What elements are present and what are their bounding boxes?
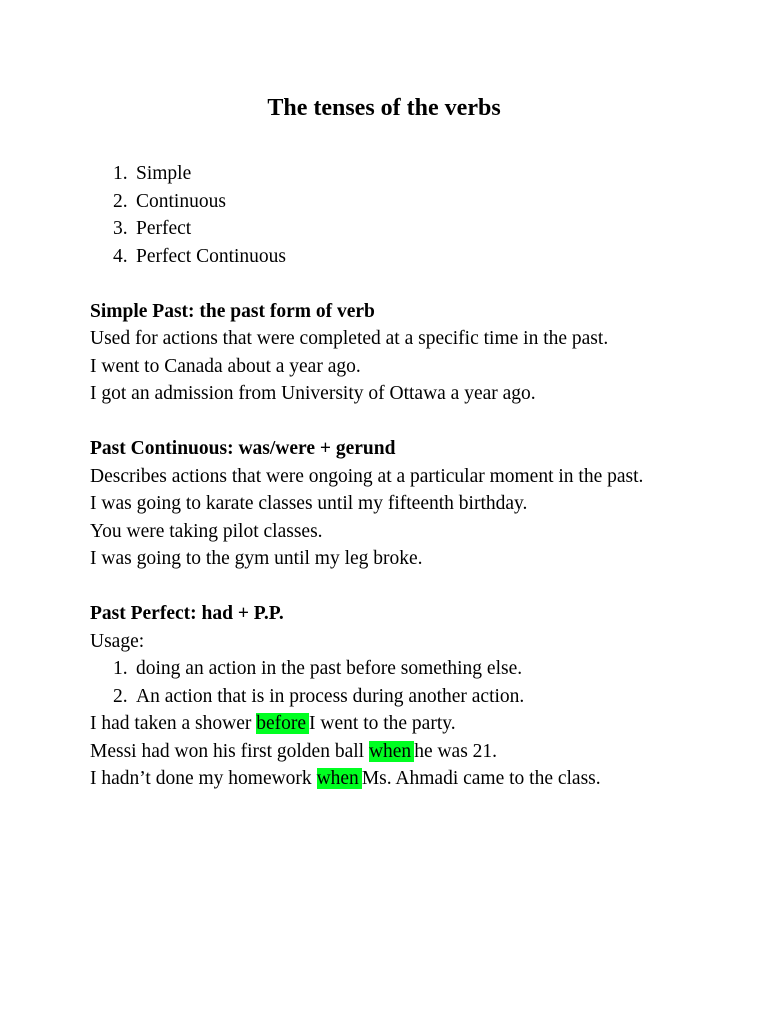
usage-label: Usage: [90,630,145,652]
paragraph-line: I was going to the gym until my leg broke. [90,548,423,569]
example-text: I hadn’t done my homework [90,768,317,789]
list-text: doing an action in the past before something else. [136,658,523,679]
list-text: Perfect Continuous [136,245,287,267]
highlighted-word: before [256,713,309,734]
list-number: 3. [113,218,128,239]
list-number: 2. [113,685,128,707]
list-text: Perfect [136,218,192,239]
list-text: Simple [136,163,192,184]
spacer [90,270,730,298]
paragraph-line: I went to Canada about a year ago. [90,355,361,377]
section-heading-past-continuous: Past Continuous: was/were + gerund [90,438,396,459]
list-number: 1. [113,658,128,679]
document-body [90,160,730,793]
list-item [90,160,730,188]
spacer [90,573,730,601]
example-sentence [90,710,730,738]
example-text: he was 21. [414,740,498,762]
list-text: Continuous [136,190,226,212]
example-text: Ms. Ahmadi came to the class. [361,768,601,789]
highlighted-word: when [317,768,362,789]
spacer [90,408,730,436]
paragraph-line: Used for actions that were completed at a specific time in the past. [90,328,609,349]
list-item [90,243,730,271]
list-item [90,655,730,683]
paragraph-line: Describes actions that were ongoing at a particular moment in the past. [90,465,644,487]
highlighted-word: when [369,741,414,762]
list-item [90,188,730,216]
list-number: 1. [113,163,128,184]
list-item [90,683,730,711]
paragraph-line: I got an admission from University of Ottawa a year ago. [90,383,536,404]
example-sentence [90,765,730,793]
page-title: The tenses of the verbs [267,95,501,121]
example-text: I had taken a shower [90,713,257,734]
list-text: An action that is in process during another action. [136,685,525,707]
list-item [90,215,730,243]
example-sentence [90,738,730,766]
list-number: 4. [113,245,128,267]
section-heading-simple-past: Simple Past: the past form of verb [90,300,375,322]
paragraph-line: You were taking pilot classes. [90,520,323,542]
list-number: 2. [113,190,128,212]
paragraph-line: I was going to karate classes until my fifteenth birthday. [90,493,528,514]
example-text: Messi had won his first golden ball [90,740,369,762]
example-text: I went to the party. [309,713,456,734]
section-heading-past-perfect: Past Perfect: had + P.P. [90,603,284,624]
